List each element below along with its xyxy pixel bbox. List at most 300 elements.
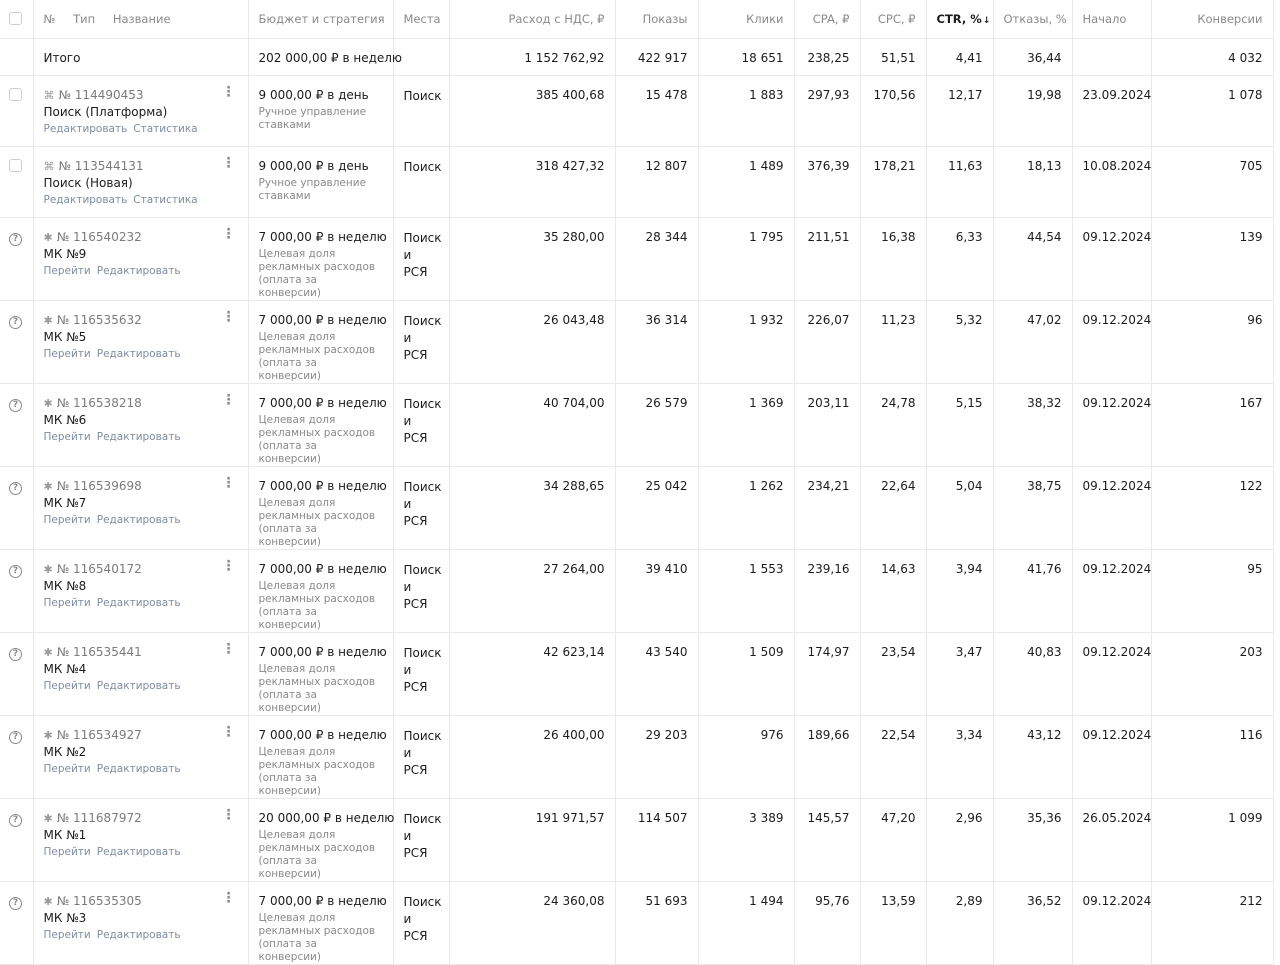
campaign-links: [44, 194, 238, 206]
campaign-link-primary[interactable]: Перейти: [43, 596, 91, 609]
row-select-cell: [0, 715, 33, 798]
campaign-type-icon: ✱: [43, 230, 53, 244]
bounce-cell: 35,36: [993, 798, 1072, 881]
help-circle-icon[interactable]: ?: [9, 233, 22, 246]
header-type[interactable]: Тип: [73, 12, 96, 26]
strategy-text: Ручное управление ставками: [258, 105, 367, 131]
budget-value: 9 000,00 ₽ в день: [258, 87, 369, 102]
budget-cell: [248, 715, 393, 798]
strategy-text: Целевая доля рекламных расходов (оплата за конверсии): [258, 496, 376, 548]
conversions-cell: 95: [1151, 549, 1273, 632]
cpa-cell: 203,11: [794, 383, 860, 466]
row-select-cell: [0, 549, 33, 632]
campaign-id: № 116540172: [56, 561, 142, 576]
clicks-cell: 1 795: [698, 217, 794, 300]
conversions-cell: 96: [1151, 300, 1273, 383]
bounce-cell: 38,32: [993, 383, 1072, 466]
ctr-cell: 3,47: [926, 632, 993, 715]
cpc-cell: 14,63: [860, 549, 926, 632]
start-date-cell: 09.12.2024: [1072, 217, 1151, 300]
campaign-name-cell: [33, 146, 248, 217]
cpa-cell: 239,16: [794, 549, 860, 632]
bounce-cell: 38,75: [993, 466, 1072, 549]
total-impressions: 422 917: [615, 38, 698, 75]
places-cell: Поиск и РСЯ: [393, 632, 449, 715]
campaign-name-cell: [33, 549, 248, 632]
strategy-text: Целевая доля рекламных расходов (оплата за конверсии): [258, 745, 376, 797]
budget-value: 7 000,00 ₽ в неделю: [258, 312, 387, 327]
table-header-row: [0, 0, 1273, 38]
campaign-row[interactable]: [0, 798, 1273, 881]
start-date-cell: 09.12.2024: [1072, 715, 1151, 798]
impressions-cell: 114 507: [615, 798, 698, 881]
campaign-type-icon: ✱: [43, 811, 53, 825]
conversions-cell: 167: [1151, 383, 1273, 466]
header-conversions[interactable]: Конверсии: [1151, 0, 1273, 38]
clicks-cell: 1 509: [698, 632, 794, 715]
campaign-row[interactable]: [0, 300, 1273, 383]
campaign-id-line: [44, 562, 238, 576]
campaign-name-cell: [33, 466, 248, 549]
campaign-row[interactable]: [0, 217, 1273, 300]
row-checkbox[interactable]: [9, 159, 22, 172]
total-spend: 1 152 762,92: [449, 38, 615, 75]
cpa-cell: 297,93: [794, 75, 860, 146]
cpa-cell: 376,39: [794, 146, 860, 217]
campaign-type-icon: ✱: [43, 313, 53, 327]
clicks-cell: 3 389: [698, 798, 794, 881]
start-date-cell: 23.09.2024: [1072, 75, 1151, 146]
spend-cell: 40 704,00: [449, 383, 615, 466]
strategy-text: Ручное управление ставками: [258, 176, 367, 202]
campaign-name-cell: [33, 383, 248, 466]
clicks-cell: 1 932: [698, 300, 794, 383]
campaign-link-secondary[interactable]: Статистика: [133, 122, 198, 135]
cpc-cell: 170,56: [860, 75, 926, 146]
more-vertical-icon[interactable]: ⋮: [221, 83, 236, 100]
row-select-cell: [0, 75, 33, 146]
campaign-link-secondary[interactable]: Редактировать: [96, 347, 181, 360]
places-cell: Поиск и РСЯ: [393, 383, 449, 466]
ctr-cell: 3,94: [926, 549, 993, 632]
start-date-cell: 26.05.2024: [1072, 798, 1151, 881]
impressions-cell: 15 478: [615, 75, 698, 146]
campaign-name-cell: [33, 217, 248, 300]
campaign-name[interactable]: МК №7: [43, 495, 87, 510]
select-all-cell: [0, 0, 33, 38]
total-cpa: 238,25: [794, 38, 860, 75]
more-vertical-icon[interactable]: ⋮: [221, 723, 236, 740]
campaign-row[interactable]: [0, 632, 1273, 715]
strategy-text: Целевая доля рекламных расходов (оплата за конверсии): [258, 247, 376, 299]
help-circle-icon[interactable]: ?: [9, 565, 22, 578]
budget-cell: [248, 75, 393, 146]
budget-cell: [248, 632, 393, 715]
budget-value: 7 000,00 ₽ в неделю: [258, 893, 387, 908]
spend-cell: 318 427,32: [449, 146, 615, 217]
clicks-cell: 1 262: [698, 466, 794, 549]
campaign-link-secondary[interactable]: Редактировать: [96, 679, 181, 692]
campaign-type-icon: ✱: [43, 728, 53, 742]
strategy-text: Целевая доля рекламных расходов (оплата за конверсии): [258, 828, 376, 880]
ctr-cell: 5,04: [926, 466, 993, 549]
campaign-name[interactable]: МК №8: [43, 578, 87, 593]
campaign-name[interactable]: Поиск (Платформа): [43, 104, 168, 119]
budget-value: 7 000,00 ₽ в неделю: [258, 395, 387, 410]
campaign-name[interactable]: МК №3: [43, 910, 87, 925]
ctr-cell: 2,96: [926, 798, 993, 881]
campaign-link-secondary[interactable]: Редактировать: [96, 928, 181, 941]
campaign-id-line: [44, 479, 238, 493]
start-date-cell: 10.08.2024: [1072, 146, 1151, 217]
ctr-cell: 5,32: [926, 300, 993, 383]
help-circle-icon[interactable]: ?: [9, 648, 22, 661]
more-vertical-icon[interactable]: ⋮: [221, 474, 236, 491]
row-select-cell: [0, 146, 33, 217]
campaign-row[interactable]: [0, 549, 1273, 632]
spend-cell: 24 360,08: [449, 881, 615, 964]
row-select-cell: [0, 383, 33, 466]
campaign-name-cell: [33, 300, 248, 383]
campaign-name-cell: [33, 632, 248, 715]
campaign-id: № 116534927: [56, 727, 142, 742]
header-clicks[interactable]: Клики: [698, 0, 794, 38]
campaign-link-primary[interactable]: Перейти: [43, 762, 91, 775]
budget-cell: [248, 146, 393, 217]
header-impressions[interactable]: Показы: [615, 0, 698, 38]
spend-cell: 385 400,68: [449, 75, 615, 146]
row-checkbox[interactable]: [9, 88, 22, 101]
header-places[interactable]: Места: [393, 0, 449, 38]
impressions-cell: 28 344: [615, 217, 698, 300]
campaign-name[interactable]: МК №1: [43, 827, 87, 842]
spend-cell: 34 288,65: [449, 466, 615, 549]
clicks-cell: 1 489: [698, 146, 794, 217]
cpc-cell: 16,38: [860, 217, 926, 300]
bounce-cell: 36,52: [993, 881, 1072, 964]
campaign-id: № 116535632: [56, 312, 142, 327]
ctr-cell: 3,34: [926, 715, 993, 798]
campaign-type-icon: ⌘: [43, 159, 55, 173]
strategy-text: Целевая доля рекламных расходов (оплата за конверсии): [258, 911, 376, 963]
clicks-cell: 1 369: [698, 383, 794, 466]
spend-cell: 27 264,00: [449, 549, 615, 632]
campaign-id: № 116539698: [56, 478, 142, 493]
row-select-cell: [0, 300, 33, 383]
impressions-cell: 36 314: [615, 300, 698, 383]
more-vertical-icon[interactable]: ⋮: [221, 889, 236, 906]
campaign-name[interactable]: МК №5: [43, 329, 87, 344]
header-start[interactable]: Начало: [1072, 0, 1151, 38]
campaign-name[interactable]: МК №9: [43, 246, 87, 261]
campaign-row[interactable]: [0, 466, 1273, 549]
help-circle-icon[interactable]: ?: [9, 399, 22, 412]
campaign-id-line: [44, 313, 238, 327]
total-conversions: 4 032: [1151, 38, 1273, 75]
cpc-cell: 23,54: [860, 632, 926, 715]
clicks-cell: 1 883: [698, 75, 794, 146]
spend-cell: 191 971,57: [449, 798, 615, 881]
ctr-cell: 11,63: [926, 146, 993, 217]
conversions-cell: 139: [1151, 217, 1273, 300]
cpa-cell: 211,51: [794, 217, 860, 300]
bounce-cell: 43,12: [993, 715, 1072, 798]
conversions-cell: 122: [1151, 466, 1273, 549]
campaign-row[interactable]: [0, 383, 1273, 466]
budget-value: 7 000,00 ₽ в неделю: [258, 727, 387, 742]
campaign-name-cell: [33, 75, 248, 146]
total-cpc: 51,51: [860, 38, 926, 75]
bounce-cell: 19,98: [993, 75, 1072, 146]
cpc-cell: 22,64: [860, 466, 926, 549]
more-vertical-icon[interactable]: ⋮: [221, 391, 236, 408]
bounce-cell: 47,02: [993, 300, 1072, 383]
cpc-cell: 11,23: [860, 300, 926, 383]
header-bounce[interactable]: Отказы, %: [993, 0, 1072, 38]
campaign-links: [44, 597, 238, 609]
campaign-id-line: [44, 230, 238, 244]
campaign-id-line: [44, 894, 238, 908]
bounce-cell: 40,83: [993, 632, 1072, 715]
strategy-text: Целевая доля рекламных расходов (оплата за конверсии): [258, 413, 376, 465]
campaign-links: [44, 123, 238, 135]
places-cell: Поиск: [393, 146, 449, 217]
campaign-link-primary[interactable]: Перейти: [43, 513, 91, 526]
start-date-cell: 09.12.2024: [1072, 466, 1151, 549]
cpc-cell: 178,21: [860, 146, 926, 217]
total-start: [1072, 38, 1151, 75]
campaign-links: [44, 431, 238, 443]
cpc-cell: 47,20: [860, 798, 926, 881]
total-ctr: 4,41: [926, 38, 993, 75]
header-num[interactable]: №: [43, 12, 56, 26]
more-vertical-icon[interactable]: ⋮: [221, 640, 236, 657]
campaign-row[interactable]: [0, 146, 1273, 217]
budget-cell: [248, 217, 393, 300]
impressions-cell: 39 410: [615, 549, 698, 632]
budget-value: 7 000,00 ₽ в неделю: [258, 644, 387, 659]
more-vertical-icon[interactable]: ⋮: [221, 557, 236, 574]
total-label: Итого: [33, 38, 248, 75]
total-row: [0, 38, 1273, 75]
start-date-cell: 09.12.2024: [1072, 300, 1151, 383]
conversions-cell: 1 078: [1151, 75, 1273, 146]
campaign-type-icon: ✱: [43, 562, 53, 576]
places-cell: Поиск и РСЯ: [393, 217, 449, 300]
campaign-row[interactable]: [0, 715, 1273, 798]
ctr-cell: 5,15: [926, 383, 993, 466]
budget-value: 7 000,00 ₽ в неделю: [258, 229, 387, 244]
campaign-id: № 116535441: [56, 644, 142, 659]
budget-cell: [248, 466, 393, 549]
campaign-links: [44, 929, 238, 941]
total-budget: 202 000,00 ₽ в неделю: [248, 38, 393, 75]
campaign-name[interactable]: МК №6: [43, 412, 87, 427]
help-circle-icon[interactable]: ?: [9, 482, 22, 495]
impressions-cell: 43 540: [615, 632, 698, 715]
campaign-name-cell: [33, 881, 248, 964]
more-vertical-icon[interactable]: ⋮: [221, 154, 236, 171]
cpa-cell: 189,66: [794, 715, 860, 798]
header-name[interactable]: Название: [112, 12, 171, 26]
start-date-cell: 09.12.2024: [1072, 632, 1151, 715]
impressions-cell: 51 693: [615, 881, 698, 964]
header-budget[interactable]: Бюджет и стратегия: [248, 0, 393, 38]
cpc-cell: 22,54: [860, 715, 926, 798]
impressions-cell: 25 042: [615, 466, 698, 549]
budget-cell: [248, 798, 393, 881]
campaign-id: № 116540232: [56, 229, 142, 244]
conversions-cell: 1 099: [1151, 798, 1273, 881]
budget-value: 7 000,00 ₽ в неделю: [258, 478, 387, 493]
campaign-link-primary[interactable]: Редактировать: [43, 122, 128, 135]
campaign-link-primary[interactable]: Перейти: [43, 347, 91, 360]
campaign-type-icon: ✱: [43, 396, 53, 410]
conversions-cell: 212: [1151, 881, 1273, 964]
more-vertical-icon[interactable]: ⋮: [221, 308, 236, 325]
campaign-id-line: [44, 645, 238, 659]
campaign-links: [44, 348, 238, 360]
header-cpa[interactable]: CPA, ₽: [794, 0, 860, 38]
clicks-cell: 1 553: [698, 549, 794, 632]
campaign-link-primary[interactable]: Редактировать: [43, 193, 128, 206]
campaign-id: № 116535305: [56, 893, 142, 908]
campaign-links: [44, 763, 238, 775]
impressions-cell: 29 203: [615, 715, 698, 798]
start-date-cell: 09.12.2024: [1072, 881, 1151, 964]
campaign-id: № 111687972: [56, 810, 142, 825]
campaign-link-secondary[interactable]: Редактировать: [96, 513, 181, 526]
campaign-row[interactable]: [0, 75, 1273, 146]
select-all-checkbox[interactable]: [9, 12, 22, 25]
spend-cell: 26 043,48: [449, 300, 615, 383]
places-cell: Поиск и РСЯ: [393, 549, 449, 632]
spend-cell: 26 400,00: [449, 715, 615, 798]
budget-cell: [248, 383, 393, 466]
spend-cell: 35 280,00: [449, 217, 615, 300]
strategy-text: Целевая доля рекламных расходов (оплата за конверсии): [258, 330, 376, 382]
clicks-cell: 1 494: [698, 881, 794, 964]
budget-cell: [248, 881, 393, 964]
campaign-name[interactable]: МК №2: [43, 744, 87, 759]
header-ctr[interactable]: [926, 0, 993, 38]
spend-cell: 42 623,14: [449, 632, 615, 715]
budget-cell: [248, 300, 393, 383]
campaign-link-primary[interactable]: Перейти: [43, 845, 91, 858]
impressions-cell: 26 579: [615, 383, 698, 466]
cpa-cell: 145,57: [794, 798, 860, 881]
strategy-text: Целевая доля рекламных расходов (оплата за конверсии): [258, 662, 376, 714]
campaign-name-cell: [33, 798, 248, 881]
cpa-cell: 226,07: [794, 300, 860, 383]
conversions-cell: 705: [1151, 146, 1273, 217]
campaign-link-primary[interactable]: Перейти: [43, 928, 91, 941]
cpc-cell: 13,59: [860, 881, 926, 964]
row-select-cell: [0, 798, 33, 881]
campaign-link-secondary[interactable]: Редактировать: [96, 264, 181, 277]
campaign-id-line: [44, 728, 238, 742]
start-date-cell: 09.12.2024: [1072, 383, 1151, 466]
ctr-cell: 6,33: [926, 217, 993, 300]
header-cpc[interactable]: CPC, ₽: [860, 0, 926, 38]
ctr-cell: 2,89: [926, 881, 993, 964]
conversions-cell: 203: [1151, 632, 1273, 715]
campaign-link-primary[interactable]: Перейти: [43, 264, 91, 277]
campaign-row[interactable]: [0, 881, 1273, 964]
campaign-type-icon: ⌘: [43, 88, 55, 102]
campaign-id-line: [44, 88, 238, 102]
campaign-name[interactable]: Поиск (Новая): [43, 175, 133, 190]
help-circle-icon[interactable]: ?: [9, 897, 22, 910]
campaign-id: № 116538218: [56, 395, 142, 410]
budget-value: 7 000,00 ₽ в неделю: [258, 561, 387, 576]
more-vertical-icon[interactable]: ⋮: [221, 225, 236, 242]
campaign-type-icon: ✱: [43, 479, 53, 493]
strategy-text: Целевая доля рекламных расходов (оплата за конверсии): [258, 579, 376, 631]
more-vertical-icon[interactable]: ⋮: [221, 806, 236, 823]
campaign-id: № 113544131: [58, 158, 144, 173]
campaign-name[interactable]: МК №4: [43, 661, 87, 676]
total-bounce: 36,44: [993, 38, 1072, 75]
help-circle-icon[interactable]: ?: [9, 814, 22, 827]
campaign-id-line: [44, 811, 238, 825]
header-num-type-name: [33, 0, 248, 38]
places-cell: Поиск и РСЯ: [393, 715, 449, 798]
row-select-cell: [0, 466, 33, 549]
row-select-cell: [0, 881, 33, 964]
campaign-link-secondary[interactable]: Статистика: [133, 193, 198, 206]
places-cell: Поиск: [393, 75, 449, 146]
row-select-cell: [0, 632, 33, 715]
campaign-links: [44, 265, 238, 277]
campaign-id: № 114490453: [58, 87, 144, 102]
campaign-links: [44, 680, 238, 692]
campaign-link-primary[interactable]: Перейти: [43, 430, 91, 443]
bounce-cell: 44,54: [993, 217, 1072, 300]
campaign-links: [44, 846, 238, 858]
cpa-cell: 234,21: [794, 466, 860, 549]
help-circle-icon[interactable]: ?: [9, 316, 22, 329]
campaign-link-secondary[interactable]: Редактировать: [96, 596, 181, 609]
campaign-link-secondary[interactable]: Редактировать: [96, 845, 181, 858]
total-empty-cell: [0, 38, 33, 75]
help-circle-icon[interactable]: ?: [9, 731, 22, 744]
clicks-cell: 976: [698, 715, 794, 798]
ctr-cell: 12,17: [926, 75, 993, 146]
campaign-link-secondary[interactable]: Редактировать: [96, 430, 181, 443]
budget-cell: [248, 549, 393, 632]
campaign-link-primary[interactable]: Перейти: [43, 679, 91, 692]
budget-value: 20 000,00 ₽ в неделю: [258, 810, 395, 825]
bounce-cell: 18,13: [993, 146, 1072, 217]
campaign-link-secondary[interactable]: Редактировать: [96, 762, 181, 775]
sort-desc-icon: ↓: [982, 16, 991, 26]
places-cell: Поиск и РСЯ: [393, 881, 449, 964]
header-ctr-label: CTR, %: [936, 12, 982, 26]
campaign-id-line: [44, 159, 238, 173]
cpa-cell: 174,97: [794, 632, 860, 715]
campaign-type-icon: ✱: [43, 645, 53, 659]
row-select-cell: [0, 217, 33, 300]
places-cell: Поиск и РСЯ: [393, 466, 449, 549]
conversions-cell: 116: [1151, 715, 1273, 798]
campaign-type-icon: ✱: [43, 894, 53, 908]
campaign-id-line: [44, 396, 238, 410]
header-spend[interactable]: Расход с НДС, ₽: [449, 0, 615, 38]
places-cell: Поиск и РСЯ: [393, 798, 449, 881]
impressions-cell: 12 807: [615, 146, 698, 217]
cpa-cell: 95,76: [794, 881, 860, 964]
